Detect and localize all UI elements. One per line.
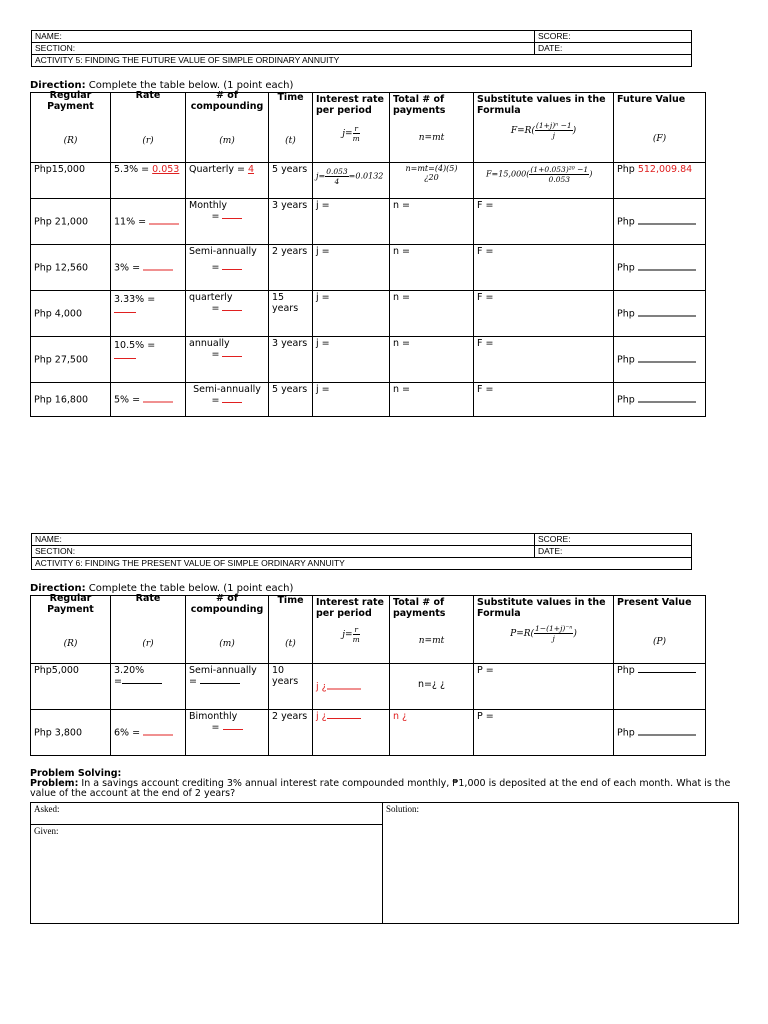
activity6-header [31,533,692,570]
header-row: Regular Payment (R) Rate (r) # of compounding (m) Time (t) Interest rate per period j= $\frac{r}{m}$ Total # of payments n=mt Substitute values in the Formula P=R( $\frac{\text{1−(1+j)⁻ⁿ}}{j}$ ) Present Value (P) [31,596,706,664]
activity5-header [31,30,692,67]
future-value-table [30,92,706,417]
table-row: Php 21,000 11% = Monthly = 3 years j = n = F = Php [31,199,706,245]
table-row: Php 12,560 3% = Semi-annually = 2 years j = n = F = Php [31,245,706,291]
solution-field[interactable]: Solution: [383,803,739,924]
problem-text: Problem: In a savings account crediting 3% annual interest rate compounded monthly, ₱1,000 is deposited at the end of each month. What is the value of the account at the end of 2 years? [30,778,731,799]
table-row: Php5,000 3.20% = Semi-annually = 10 years j ¿ n=¿ ¿ P = Php [31,664,706,710]
table-row: Php 4,000 3.33% = quarterly = 15 years j = n = F = Php [31,291,706,337]
score-field[interactable]: SCORE: [535,31,692,43]
problem-section [30,769,740,799]
name-field[interactable]: NAME: [32,31,535,43]
section-field[interactable]: SECTION: [32,546,535,558]
header-row: Regular Payment (R) Rate (r) # of compounding (m) Time (t) Interest rate per period j= $\frac{r}{m}$ Total # of payments n=mt Substitute values in the Formula F=R( $\frac{\text{(1+j)ⁿ −1}}{j}$ ) Future Value (F) [31,93,706,163]
table-row: Php 27,500 10.5% = annually = 3 years j = n = F = Php [31,337,706,383]
direction-text: Direction: Complete the table below. (1 point each) [30,583,294,594]
section-field[interactable]: SECTION: [32,43,535,55]
present-value-table [30,595,706,756]
activity-title: ACTIVITY 5: FINDING THE FUTURE VALUE OF SIMPLE ORDINARY ANNUITY [32,55,692,67]
direction-text: Direction: Complete the table below. (1 point each) [30,80,294,91]
name-field[interactable]: NAME: [32,534,535,546]
table-row: Php 16,800 5% = Semi-annually = 5 years j = n = F = Php [31,383,706,417]
asked-field[interactable]: Asked: [31,803,383,825]
table-row: Php 3,800 6% = Bimonthly = 2 years j ¿ n ¿ P = Php [31,710,706,756]
given-field[interactable]: Given: [31,825,383,924]
problem-heading: Problem Solving: [30,768,122,779]
date-field[interactable]: DATE: [535,546,692,558]
example-row: Php15,000 5.3% = 0.053 Quarterly = 4 5 years j= $\frac{0.053}{4}$ =0.0132 n=mt=(4)(5) ¿20 F=15,000( $\frac{\text{(1+0.053)²⁰ −1}}{0.053}$ ) Php 512,009.84 [31,163,706,199]
problem-answer-table [30,802,739,924]
score-field[interactable]: SCORE: [535,534,692,546]
date-field[interactable]: DATE: [535,43,692,55]
activity-title: ACTIVITY 6: FINDING THE PRESENT VALUE OF SIMPLE ORDINARY ANNUITY [32,558,692,570]
